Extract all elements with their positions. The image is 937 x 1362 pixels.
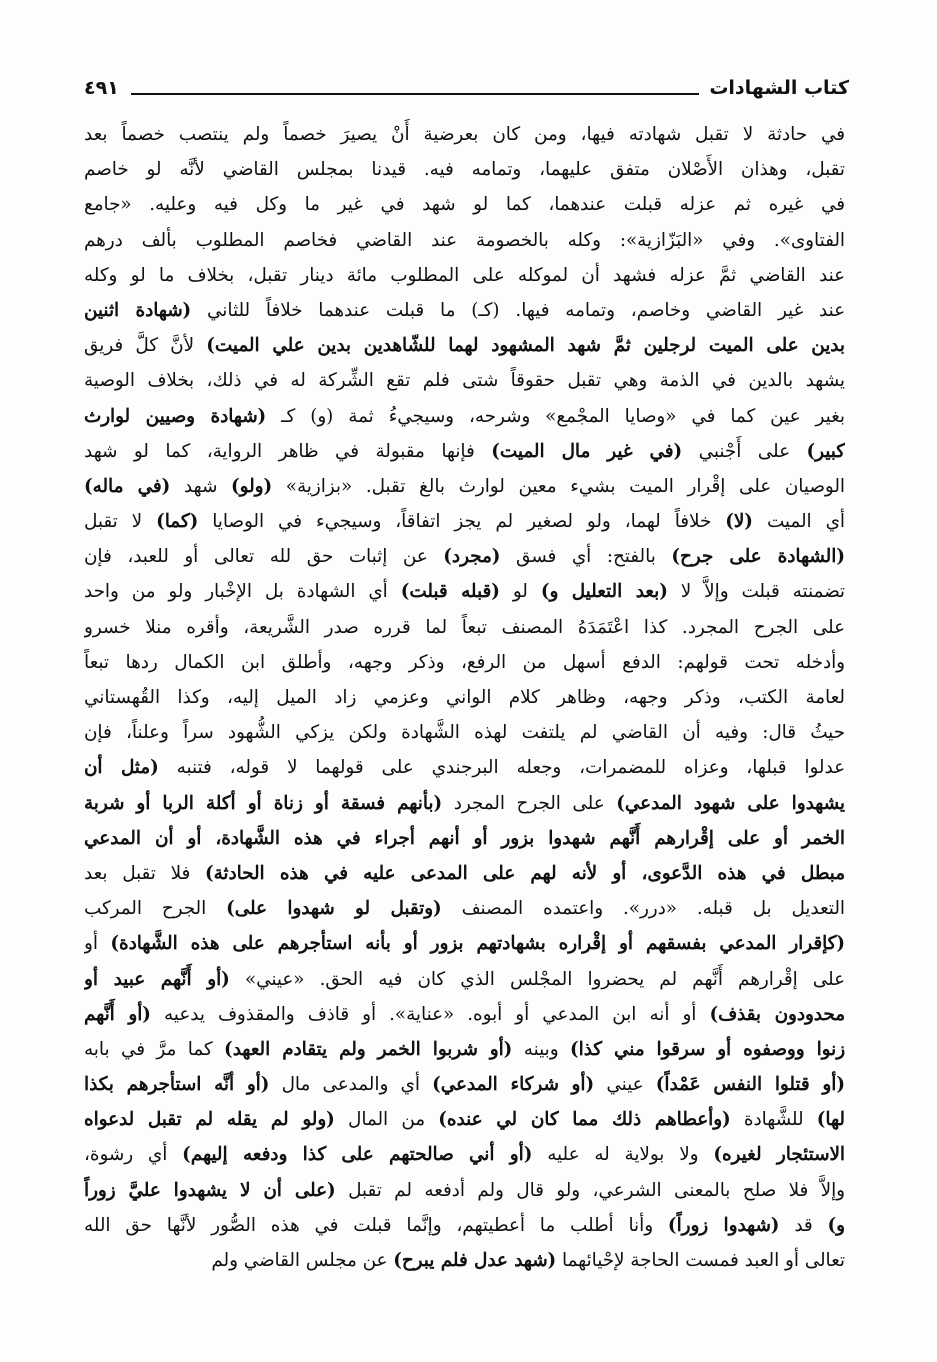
text-line — [84, 610, 845, 645]
commentary-segment: أي رشوة، — [84, 1144, 183, 1166]
text-line — [84, 750, 845, 785]
text-line — [84, 856, 845, 891]
text-line — [84, 1067, 845, 1102]
commentary-segment: كما مرَّ في بابه — [84, 1038, 225, 1060]
commentary-segment: الوصيان على إقْرار الميت بشيء معين لوارث بالغ تقبل. «بزازية» — [272, 475, 845, 497]
text-line — [84, 539, 845, 574]
commentary-segment: أي الشهادة بل الإخْبار ولو من واحد — [84, 581, 401, 603]
commentary-segment: تعالى أو العبد فمست الحاجة لإحْيائهما — [556, 1250, 845, 1271]
text-line — [84, 223, 845, 258]
commentary-segment: لأنَّ كلَّ فريق — [84, 335, 207, 357]
commentary-segment: بغير عين كما في «وصايا المجْمع» وشرحه، وسيجيءُ ثمة (و) كـ — [266, 405, 845, 427]
bold-matn-segment: (أو شربوا الخمر ولم يتقادم العهد) — [224, 1038, 513, 1060]
commentary-segment: فلا تقبل بعد — [84, 862, 205, 884]
text-line — [84, 786, 845, 821]
commentary-segment: على الجرح المجرد. كذا اعْتَمَدَهُ المصنف تبعاً لما قرره صدر الشَّريعة، وأقره منلا خسرو — [84, 616, 845, 638]
bold-matn-segment: يشهدوا على شهود المدعي) — [616, 792, 845, 814]
bold-matn-segment: (في غير مال الميت) — [491, 440, 683, 462]
running-title: كتاب الشهادات — [709, 77, 849, 99]
page-number: ٤٩١ — [84, 77, 119, 99]
bold-matn-segment: (شهادة وصيين لوارث — [84, 405, 267, 427]
body-text — [84, 117, 845, 1342]
bold-matn-segment: (ولو) — [230, 475, 273, 497]
commentary-segment: لا تقبل — [84, 511, 157, 533]
commentary-segment: وأنا أطلب ما أعطيتهم، وإنَّما قبلت في هذه الصُّور لأنَّها حق الله — [84, 1214, 668, 1236]
bold-matn-segment: (أو أَنَّهم — [84, 1003, 151, 1025]
commentary-segment: عن إثبات حق لله تعالى أو للعبد، فإن — [84, 546, 444, 568]
commentary-segment: عند القاضي ثمَّ عزله فشهد أن لموكله على المطلوب مائة دينار تقبل، بخلاف ما لو وكله — [84, 264, 845, 286]
header-rule — [131, 93, 700, 95]
bold-matn-segment: (على أن لا يشهدوا عليَّ زوراً — [84, 1179, 336, 1201]
text-line — [84, 680, 845, 715]
bold-matn-segment: (أو شركاء المدعي) — [432, 1074, 595, 1096]
text-line — [84, 1137, 845, 1172]
bold-matn-segment: (أو قتلوا النفس عَمْداً) — [655, 1074, 845, 1096]
text-line — [84, 821, 845, 856]
commentary-segment: وبينه — [512, 1038, 570, 1060]
commentary-segment: لعامة الكتب، وذكر وجهه، وظاهر كلام الواني وعزمي زاد الميل إليه، وكذا القُهستاني — [84, 687, 845, 708]
text-line — [84, 1032, 845, 1067]
commentary-segment: أي والمدعى مال — [269, 1074, 433, 1096]
bold-matn-segment: كبير) — [806, 440, 845, 462]
commentary-segment: وإلاَّ فلا صلح بالمعنى الشرعي، ولو قال ولم أدفعه لم تقبل — [335, 1179, 845, 1201]
text-line — [84, 1102, 845, 1137]
commentary-segment: من المال — [334, 1109, 439, 1131]
bold-matn-segment: (وأعطاهم ذلك مما كان لي عنده) — [438, 1109, 731, 1131]
commentary-segment: بالفتح: أي فسق — [500, 546, 672, 568]
text-line — [84, 117, 845, 152]
text-line — [84, 715, 845, 750]
bold-matn-segment: (وتقبل لو شهدوا على) — [226, 898, 442, 920]
bold-matn-segment: محدودون بقذف) — [709, 1003, 845, 1025]
commentary-segment: للشَّهادة — [730, 1109, 817, 1131]
commentary-segment: ولا بولاية له عليه — [532, 1144, 714, 1166]
commentary-segment: على أَجْنبي — [682, 440, 807, 462]
bold-matn-segment: (ولو لم يقله لم تقبل لدعواه — [84, 1109, 335, 1131]
text-line — [84, 574, 845, 609]
commentary-segment: تضمنته قبلت وإلاَّ لا — [667, 581, 845, 603]
commentary-segment: الفتاوى». وفي «البَزّازية»: وكله بالخصومة عند القاضي فخاصم المطلوب بألف درهم — [84, 229, 845, 251]
bold-matn-segment: (أو أنَّه استأجرهم بكذا — [84, 1074, 270, 1096]
commentary-segment: عن مجلس القاضي ولم — [211, 1250, 394, 1271]
text-line — [84, 258, 845, 293]
commentary-segment: تقبل، وهذان الأَصْلان متفق عليهما، وتمامه فيه. قيدنا بمجلس القاضي لأنَّه لو خاصم — [84, 159, 845, 181]
commentary-segment: عدلوا قبلها، وعزاه للمضمرات، وجعله البرجندي على قولهما لا قوله، فتنبه — [158, 757, 845, 779]
commentary-segment: عيني — [594, 1074, 656, 1096]
text-line — [84, 434, 845, 469]
text-line — [84, 152, 845, 187]
text-line — [84, 363, 845, 398]
bold-matn-segment: (شهادة اثنين — [84, 299, 192, 321]
commentary-segment: أو — [84, 933, 111, 955]
bold-matn-segment: (مثل أن — [84, 757, 159, 779]
commentary-segment: التعديل بل قبله. «درر». واعتمده المصنف — [441, 898, 845, 920]
commentary-segment: عند غير القاضي وخاصم، وتمامه فيها. (كـ) ما قبلت عندهما خلافاً للثاني — [191, 299, 845, 321]
text-line — [84, 469, 845, 504]
bold-matn-segment: (في ماله) — [84, 475, 171, 497]
bold-matn-segment: (الشهادة على جرح) — [671, 546, 845, 568]
commentary-segment: حيثُ قال: وفيه أن القاضي لم يلتفت لهذه الشَّهادة ولكن يزكي الشُّهود سراً وعلناً، فإن — [84, 722, 845, 744]
bold-matn-segment: (بعد التعليل و) — [540, 581, 668, 603]
commentary-segment: على إقْرارهم أَنَّهم لم يحضروا المجْلس الذي كان فيه الحق. «عيني» — [229, 968, 845, 990]
text-line — [84, 1173, 845, 1208]
commentary-segment: شهد — [170, 475, 231, 497]
text-line — [84, 1208, 845, 1243]
bold-matn-segment: الاستئجار لغيره) — [713, 1144, 845, 1166]
text-line — [84, 293, 845, 328]
text-line — [84, 504, 845, 539]
bold-matn-segment: (أو أَنَّهم عبيد أو — [84, 968, 230, 990]
bold-matn-segment: (كما) — [156, 511, 199, 533]
commentary-segment: خلافاً لهما، ولو لصغير لم يجز اتفاقاً، وسيجيء في الوصايا — [198, 511, 726, 533]
page-header — [84, 66, 849, 100]
text-line — [84, 962, 845, 997]
text-line — [84, 891, 845, 926]
text-line — [84, 328, 845, 363]
commentary-segment: قد — [779, 1214, 828, 1236]
bold-matn-segment: (أو أني صالحتهم على كذا ودفعه إليهم) — [182, 1144, 533, 1166]
commentary-segment: أو أنه ابن المدعي أو أبوه. «عناية». أو قاذف والمقذوف يدعيه — [150, 1003, 710, 1025]
commentary-segment: في حادثة لا تقبل شهادته فيها، ومن كان بعرضية أَنْ يصيرَ خصماً ولم ينتصب خصماً بعد — [84, 124, 845, 145]
bold-matn-segment: مبطل في هذه الدَّعوى، أو لأنه لهم على المدعى عليه في هذه الحادثة) — [204, 862, 845, 884]
bold-matn-segment: الخمر أو على إقْرارهم أَنَّهم شهدوا بزور أو أنهم أجراء في هذه الشَّهادة، أو أن المدعي — [84, 827, 845, 849]
bold-matn-segment: (كإقرار المدعي بفسقهم أو إقْراره بشهادتهم بزور أو بأنه استأجرهم على هذه الشَّهادة) — [110, 933, 845, 955]
commentary-segment: في غيره ثم عزله قبلت عندهما، كما لو شهد في غير ما وكل فيه وعليه. «جامع — [84, 194, 845, 216]
bold-matn-segment: لها) — [816, 1109, 845, 1131]
text-line — [84, 997, 845, 1032]
commentary-segment: الجرح المركب — [84, 898, 227, 920]
text-line — [84, 926, 845, 961]
text-line — [84, 645, 845, 680]
commentary-segment: فإنها مقبولة في ظاهر الرواية، كما لو شهد — [84, 440, 492, 462]
text-line — [84, 399, 845, 434]
bold-matn-segment: و) — [827, 1214, 845, 1236]
commentary-segment: لو — [499, 581, 541, 603]
commentary-segment: أي الميت — [752, 511, 845, 533]
text-line — [84, 187, 845, 222]
bold-matn-segment: (شهد عدل فلم يبرح) — [393, 1250, 557, 1271]
bold-matn-segment: (لا) — [725, 511, 753, 533]
bold-matn-segment: (مجرد) — [443, 546, 501, 568]
bold-matn-segment: (قبله قبلت) — [400, 581, 500, 603]
commentary-segment: على الجرح المجرد — [442, 792, 617, 814]
bold-matn-segment: (شهدوا زوراً) — [667, 1214, 780, 1236]
bold-matn-segment: بدين على الميت لرجلين ثمَّ شهد المشهود لهما للشّاهدين بدين علي الميت) — [206, 335, 845, 357]
text-line — [84, 1243, 845, 1278]
commentary-segment: وأدخله تحت قولهم: الدفع أسهل من الرفع، وذكر وجهه، وأطلق ابن الكمال ردها تبعاً — [84, 651, 845, 673]
commentary-segment: يشهد بالدين في الذمة وهي تقبل حقوقاً شتى فلم تقع الشِّركة له في ذلك، بخلاف الوصية — [84, 370, 845, 392]
bold-matn-segment: (بأنهم فسقة أو زناة أو أكلة الربا أو شربة — [84, 792, 443, 814]
bold-matn-segment: زنوا ووصفوه أو سرقوا مني كذا) — [569, 1038, 845, 1060]
